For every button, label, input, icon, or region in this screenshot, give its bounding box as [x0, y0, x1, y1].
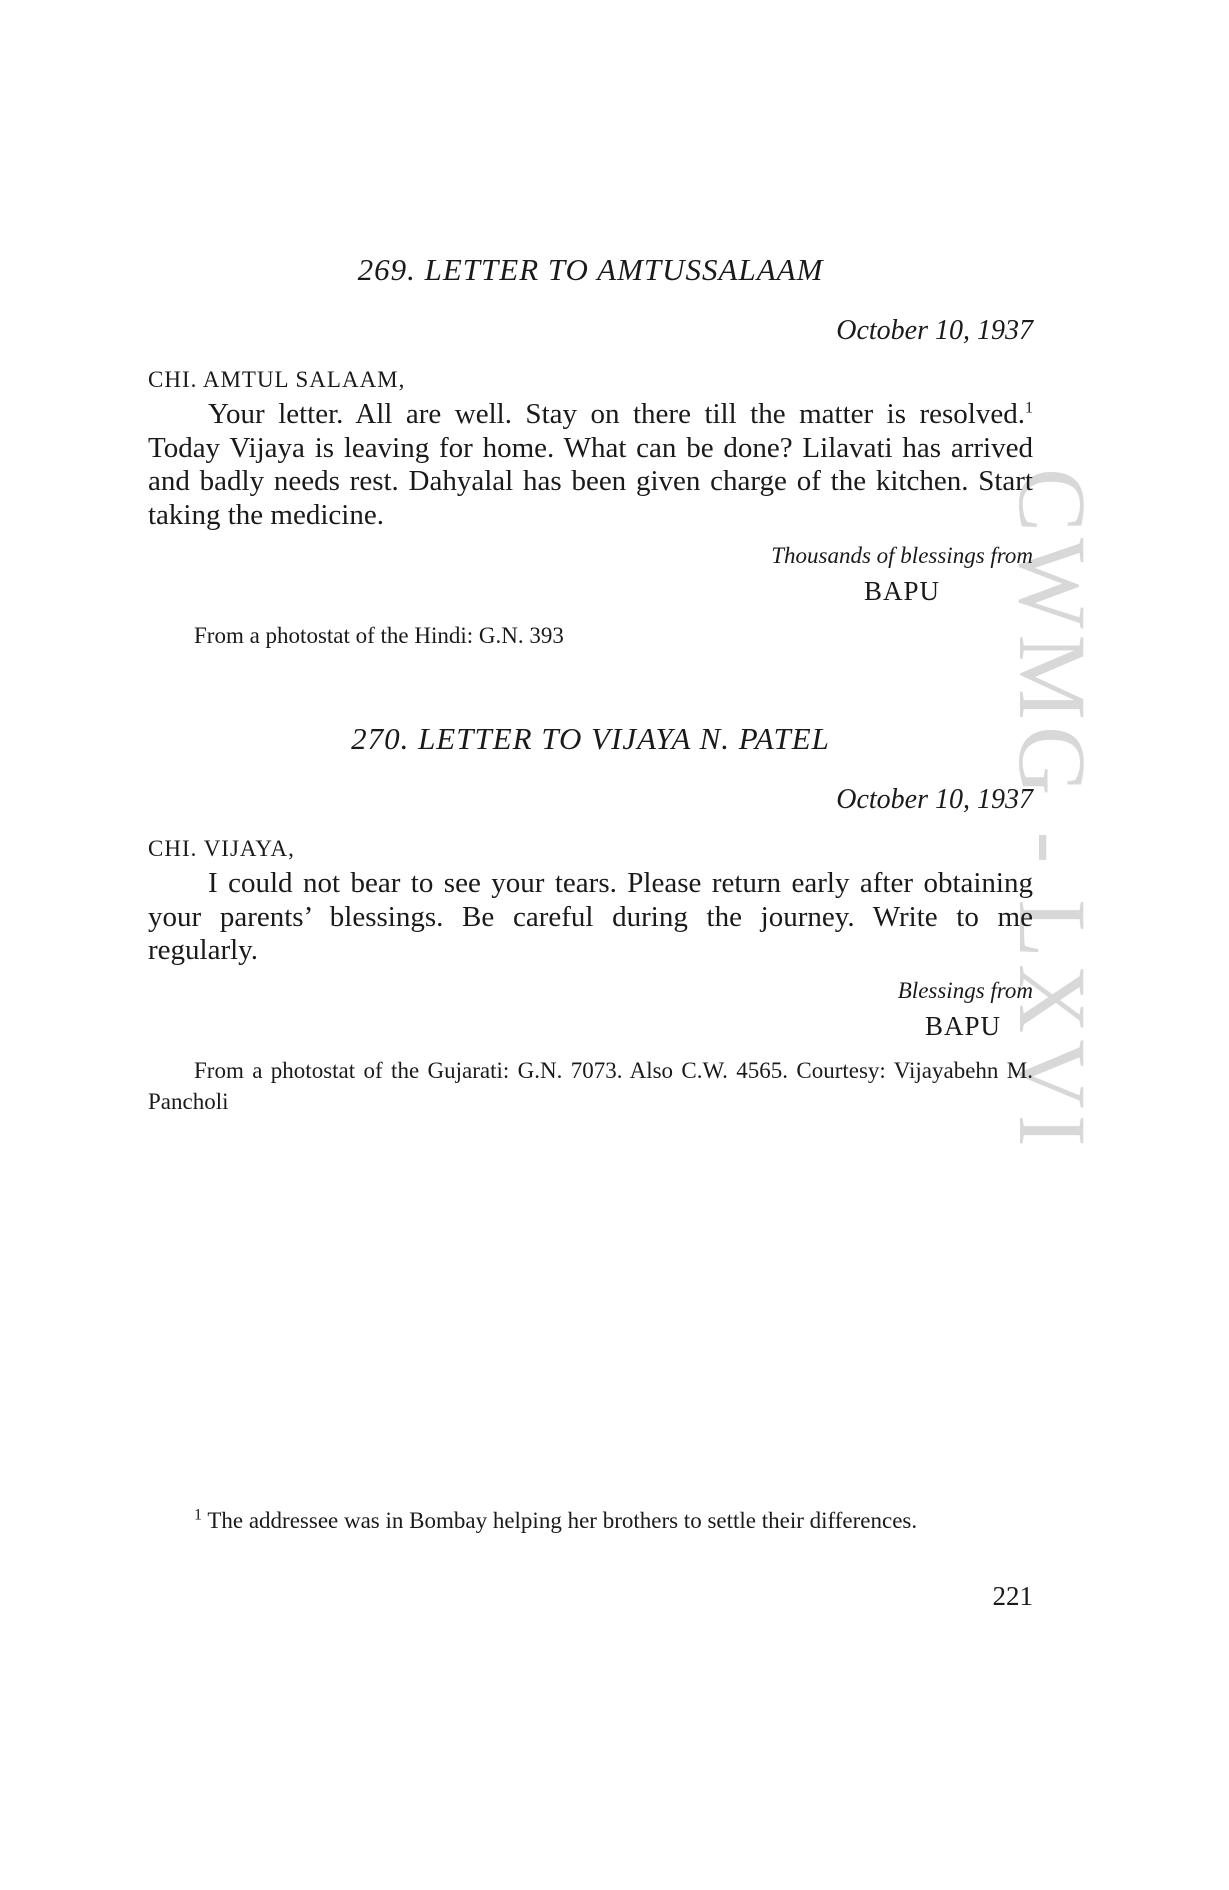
letter-270-signature: BAPU	[925, 1011, 1002, 1041]
letter-269-closing: Thousands of blessings from	[771, 543, 1033, 568]
footnote-number: 1	[194, 1506, 202, 1524]
letter-269-signature: BAPU	[864, 576, 941, 606]
letter-270-date: October 10, 1937	[836, 784, 1033, 815]
letter-269-body-part2: Today Vijaya is leaving for home. What can be done? Lilavati has arrived and badly needs rest. Dahyalal has been given charge of the kitchen. Start taking the medicine.	[148, 431, 1033, 531]
letter-269-source	[148, 620, 1033, 651]
letter-270-closing: Blessings from	[897, 978, 1033, 1003]
letter-270-source	[148, 1055, 1033, 1117]
letter-269-source-text: From a photostat of the Hindi: G.N. 393	[194, 623, 564, 648]
footnote	[148, 1506, 1033, 1536]
page-number: 221	[992, 1581, 1033, 1611]
footnote-marker: 1	[1025, 399, 1033, 417]
letter-269-date: October 10, 1937	[836, 315, 1033, 346]
letter-270-body-text: I could not bear to see your tears. Please return early after obtaining your parents’ blessings. Be careful during the journey. Write to me regularly.	[148, 867, 1033, 966]
letter-270-salutation: CHI. VIJAYA,	[148, 836, 295, 861]
letter-269-heading: 269. LETTER TO AMTUSSALAAM	[357, 252, 824, 287]
letter-270-body	[148, 867, 1033, 968]
letter-270-source-text: From a photostat of the Gujarati: G.N. 7073. Also C.W. 4565. Courtesy: Vijayabehn M. Pancholi	[148, 1058, 1033, 1114]
letter-269-body	[148, 398, 1033, 532]
letter-269-body-part1: Your letter. All are well. Stay on there till the matter is resolved.	[208, 398, 1025, 430]
footnote-text: The addressee was in Bombay helping her brothers to settle their differences.	[202, 1508, 918, 1533]
letter-270-heading: 270. LETTER TO VIJAYA N. PATEL	[351, 721, 830, 756]
letter-269-salutation: CHI. AMTUL SALAAM,	[148, 367, 406, 392]
watermark-text: CWMG - LXVI	[999, 468, 1106, 1153]
